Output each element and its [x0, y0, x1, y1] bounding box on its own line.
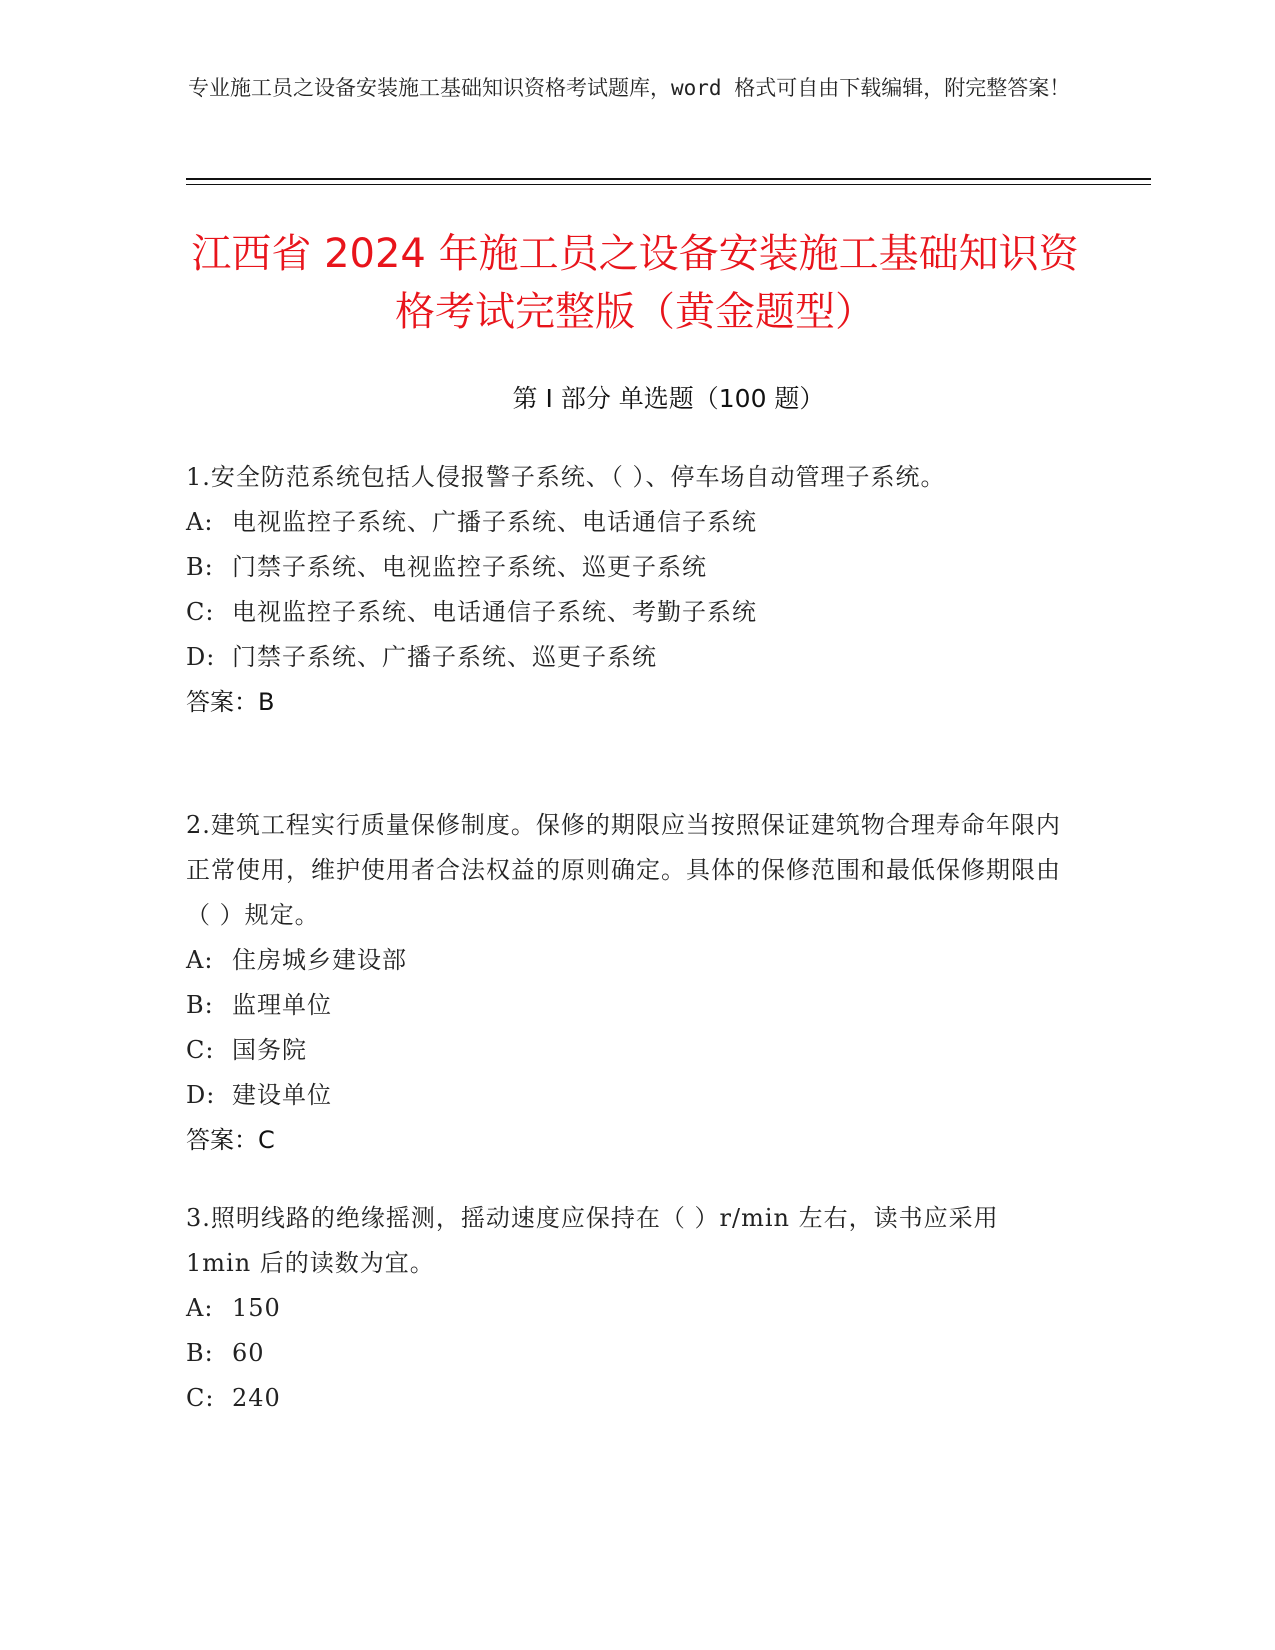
option-text: 监理单位 — [232, 991, 332, 1019]
option-text: 国务院 — [232, 1036, 307, 1064]
question-1 — [186, 455, 1066, 725]
option-text: 门禁子系统、电视监控子系统、巡更子系统 — [232, 553, 707, 581]
option-letter: B: — [186, 991, 214, 1019]
option-a — [186, 500, 1066, 545]
option-text: 门禁子系统、广播子系统、巡更子系统 — [232, 643, 657, 671]
option-text: 240 — [232, 1384, 281, 1412]
option-b — [186, 545, 1066, 590]
option-a — [186, 1286, 1066, 1331]
option-letter: B: — [186, 1339, 214, 1367]
option-text: 60 — [232, 1339, 265, 1367]
option-letter: A: — [186, 946, 214, 974]
question-stem: 3.照明线路的绝缘摇测，摇动速度应保持在（ ）r/min 左右，读书应采用 1min 后的读数为宜。 — [186, 1204, 999, 1277]
answer: 答案：C — [186, 1126, 275, 1154]
document-title: 江西省 2024 年施工员之设备安装施工基础知识资格考试完整版（黄金题型） — [191, 231, 1079, 335]
option-c — [186, 1376, 1066, 1421]
question-stem: 2.建筑工程实行质量保修制度。保修的期限应当按照保证建筑物合理寿命年限内正常使用，维护使用者合法权益的原则确定。具体的保修范围和最低保修期限由（ ）规定。 — [186, 811, 1061, 929]
option-text: 建设单位 — [232, 1081, 332, 1109]
option-letter: B: — [186, 553, 214, 581]
option-b — [186, 983, 1066, 1028]
option-text: 150 — [232, 1294, 281, 1322]
option-letter: A: — [186, 508, 214, 536]
option-letter: C: — [186, 1036, 215, 1064]
option-text: 电视监控子系统、电话通信子系统、考勤子系统 — [232, 598, 757, 626]
option-b — [186, 1331, 1066, 1376]
question-2 — [186, 803, 1066, 1163]
question-stem: 1.安全防范系统包括人侵报警子系统、（ ）、停车场自动管理子系统。 — [186, 463, 946, 491]
section-title: 第 I 部分 单选题（100 题） — [512, 384, 825, 413]
option-d — [186, 1073, 1066, 1118]
option-d — [186, 635, 1066, 680]
option-letter: D: — [186, 1081, 216, 1109]
option-letter: C: — [186, 598, 215, 626]
option-a — [186, 938, 1066, 983]
option-letter: A: — [186, 1294, 214, 1322]
option-letter: C: — [186, 1384, 215, 1412]
option-text: 电视监控子系统、广播子系统、电话通信子系统 — [232, 508, 757, 536]
answer: 答案：B — [186, 688, 275, 716]
header-divider-thin — [186, 184, 1151, 185]
option-letter: D: — [186, 643, 216, 671]
header-note: 专业施工员之设备安装施工基础知识资格考试题库，word 格式可自由下载编辑，附完整答案！ — [188, 76, 1071, 100]
question-3 — [186, 1196, 1066, 1421]
header-divider-thick — [186, 178, 1151, 180]
option-text: 住房城乡建设部 — [232, 946, 407, 974]
option-c — [186, 590, 1066, 635]
option-c — [186, 1028, 1066, 1073]
